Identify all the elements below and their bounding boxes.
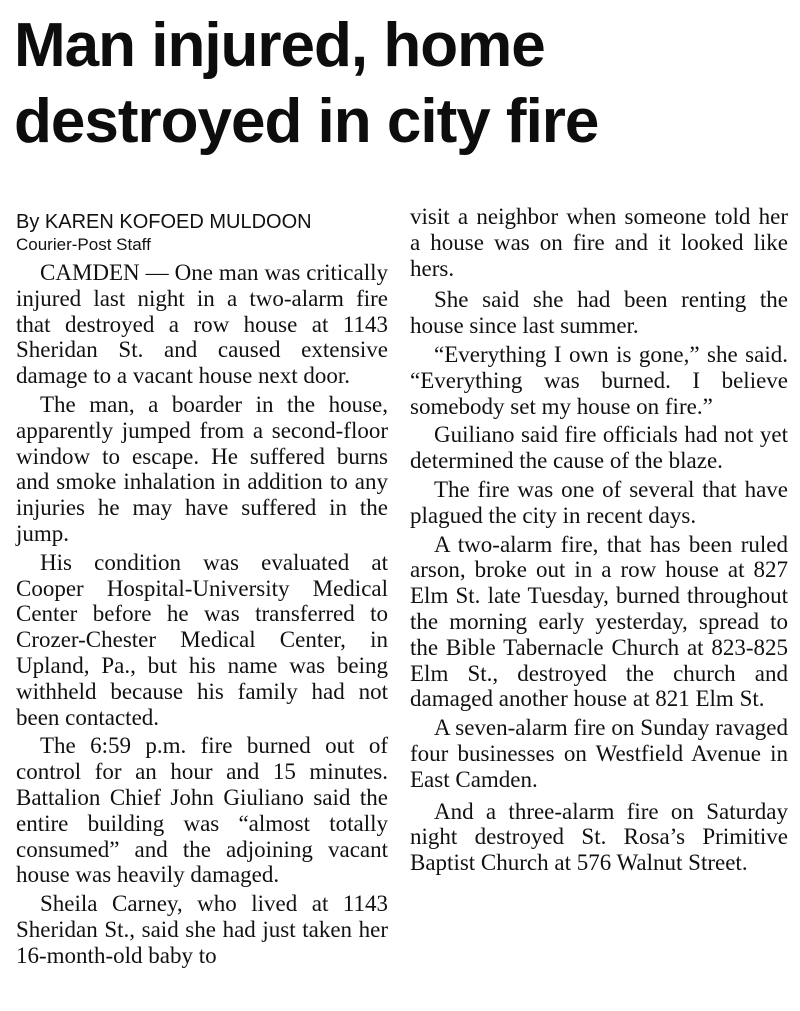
paragraph-continuation: visit a neighbor when someone told her a house was on fire and it looked like hers. [410,204,788,281]
paragraph: And a three-alarm fire on Saturday night destroyed St. Rosa’s Primitive Baptist Church at 576 Walnut Street. [410,798,788,876]
paragraph: A seven-alarm fire on Sunday ravaged four businesses on Westfield Avenue in East Camden. [410,715,788,792]
paragraph: Sheila Carney, who lived at 1143 Sheridan St., said she had just taken her 16-month-old baby to [16,891,388,968]
headline-line-2: destroyed in city fire [14,87,599,156]
paragraph: “Everything I own is gone,” she said. “Everything was burned. I believe somebody set my house on fire.” [410,341,788,419]
paragraph: She said she had been renting the house since last summer. [410,287,788,339]
byline-role: Courier-Post Staff [16,235,151,254]
paragraph: The 6:59 p.m. fire burned out of control for an hour and 15 minutes. Battalion Chief John Giuliano said the entire building was “almost totally consumed” and the adjoining vacant house was heavily damaged. [16,733,388,888]
headline [14,8,794,160]
headline-line-1: Man injured, home [14,11,545,80]
article-column-right [410,204,788,879]
byline-author: By KAREN KOFOED MULDOON [16,211,312,233]
paragraph: A two-alarm fire, that has been ruled arson, broke out in a row house at 827 Elm St. late Tuesday, burned throughout the morning early yesterday, spread to the Bible Tabernacle Church at 823-825 Elm St., destroyed the church and damaged another house at 821 Elm St. [410,531,788,712]
paragraph: CAMDEN — One man was critically injured last night in a two-alarm fire that destroyed a row house at 1143 Sheridan St. and caused extensive damage to a vacant house next door. [16,260,388,389]
paragraph: The fire was one of several that have plagued the city in recent days. [410,476,788,528]
paragraph: His condition was evaluated at Cooper Hospital-University Medical Center before he was transferred to Crozer-Chester Medical Center, in Upland, Pa., but his name was being withheld because his family had not been contacted. [16,549,388,730]
article-column-left [16,210,388,972]
paragraph: The man, a boarder in the house, apparently jumped from a second-floor window to escape. He suffered burns and smoke inhalation in addition to any injuries he may have suffered in the jump. [16,391,388,546]
paragraph: Guiliano said fire officials had not yet determined the cause of the blaze. [410,422,788,474]
